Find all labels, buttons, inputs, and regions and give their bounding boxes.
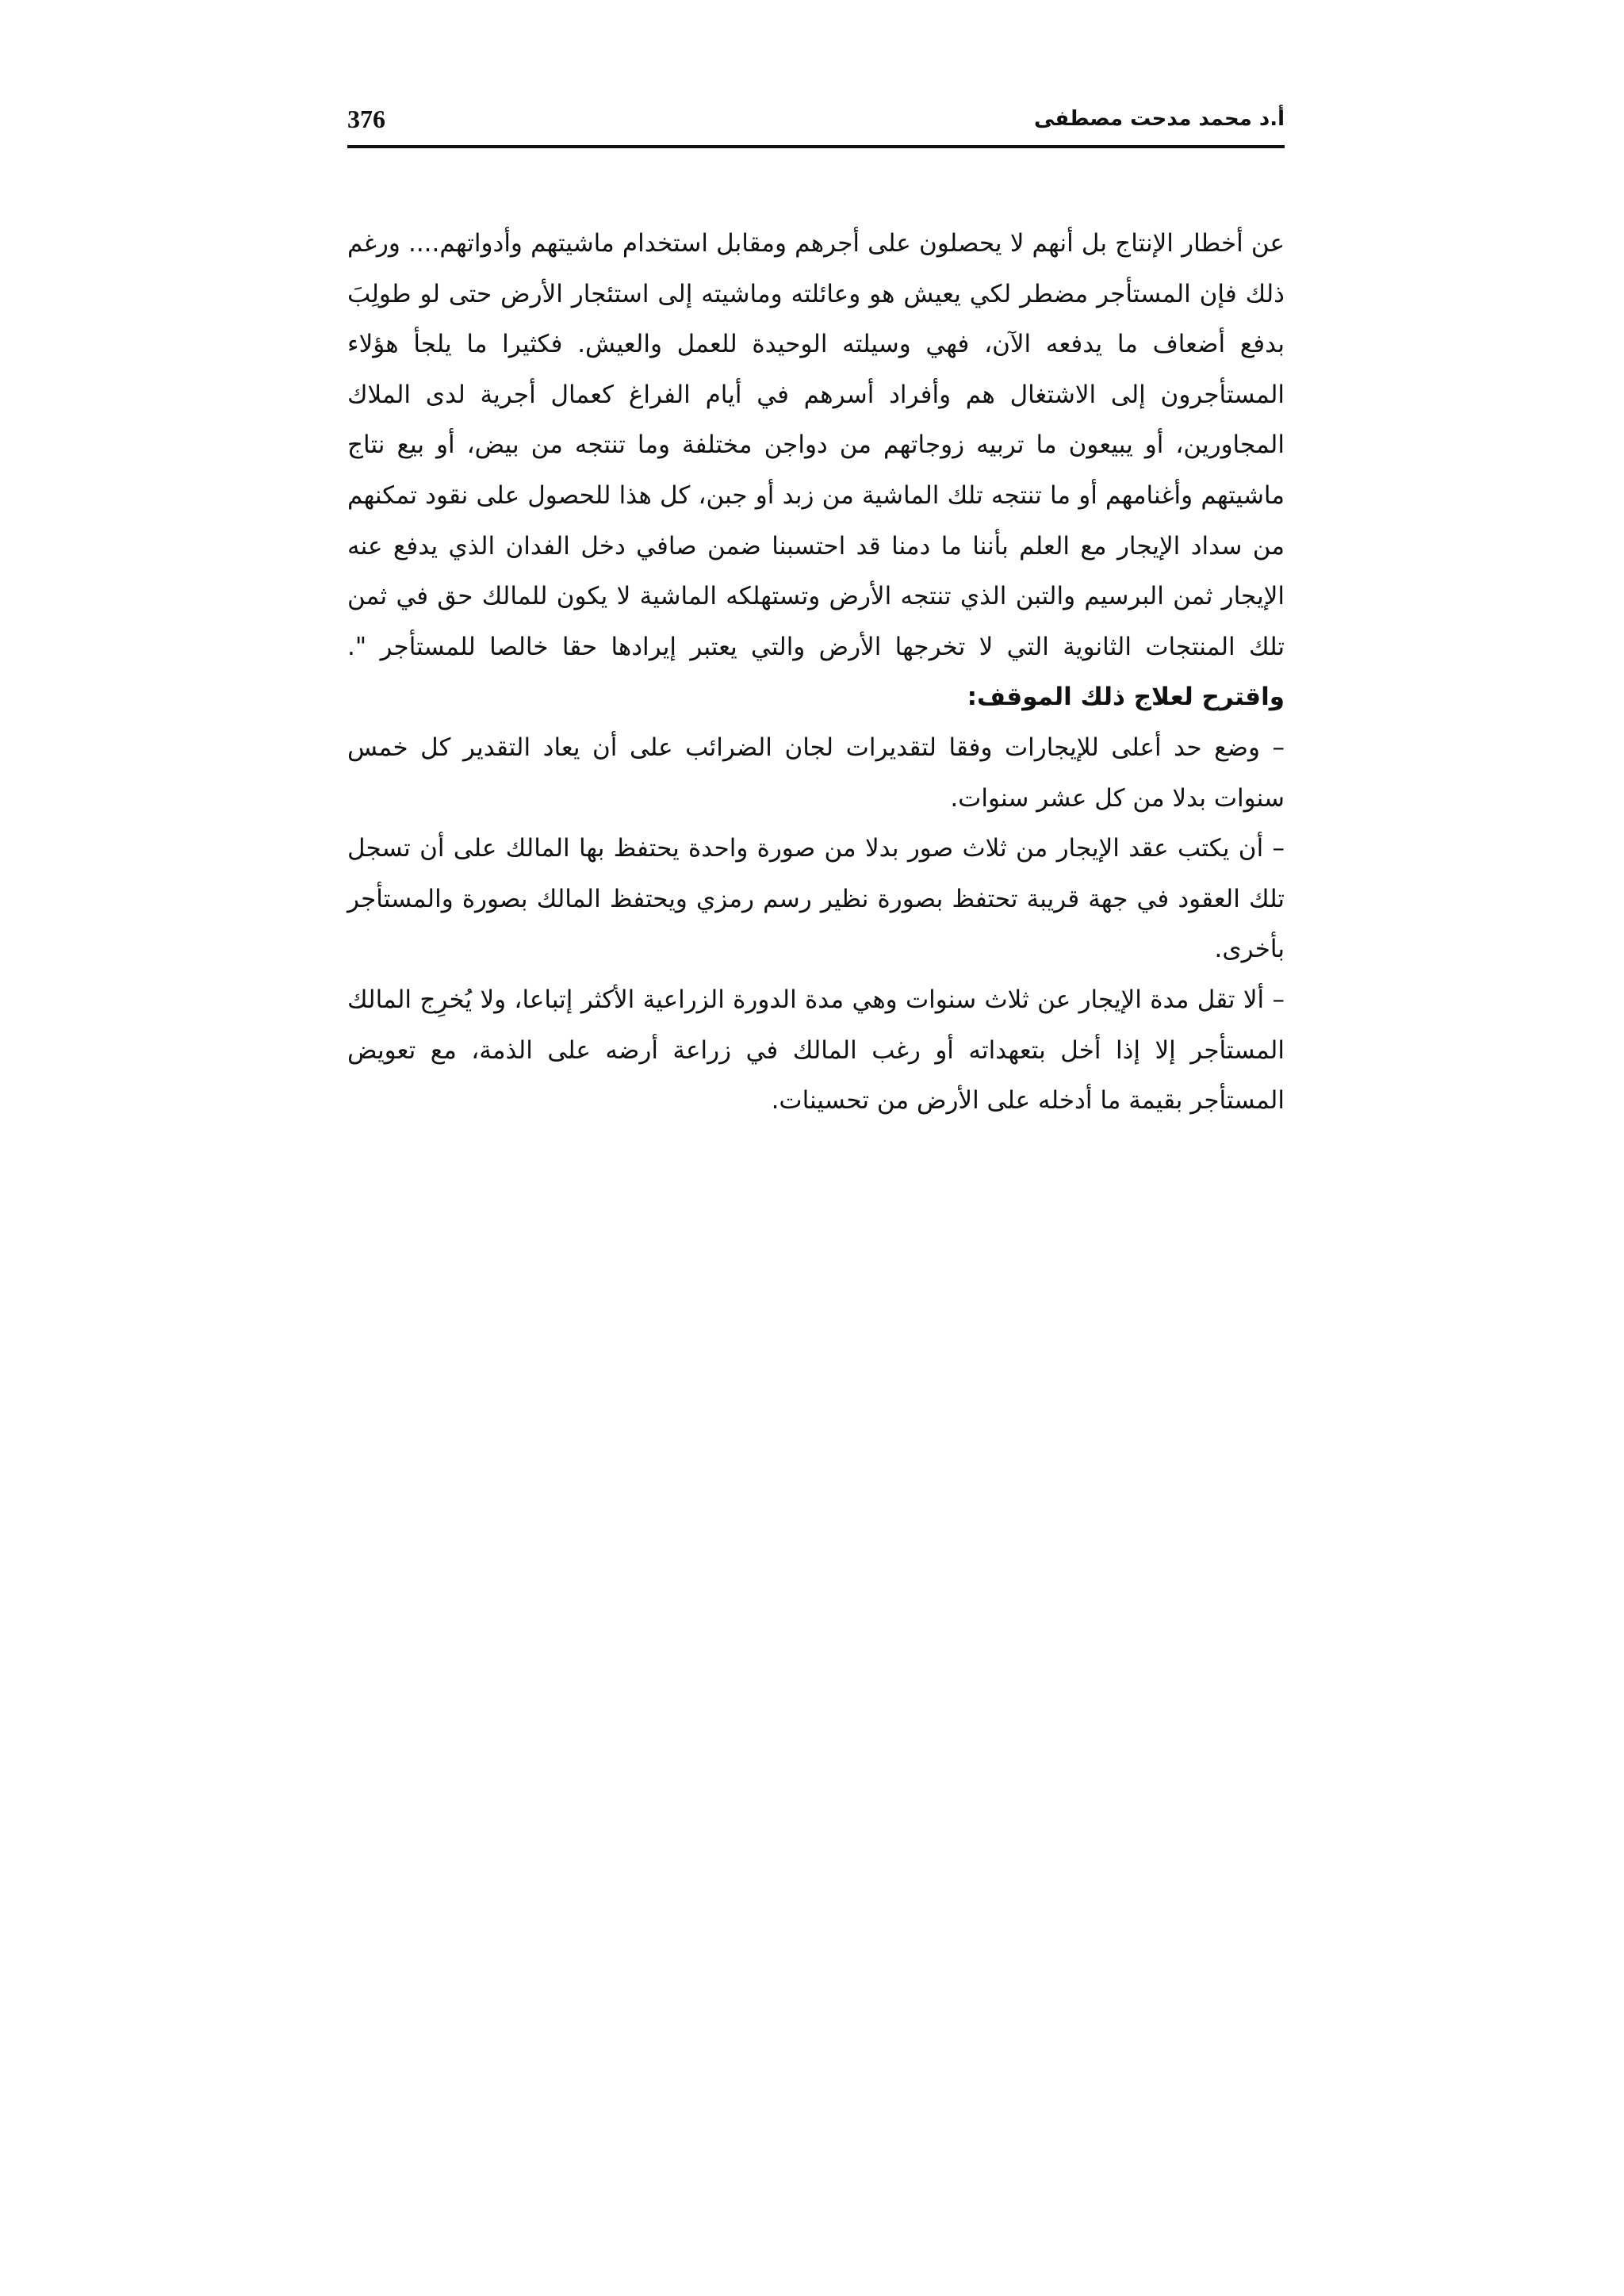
header-rule: [347, 145, 1285, 148]
running-header: [347, 101, 1285, 146]
body-text: [347, 219, 1285, 1127]
paragraph-intro: [347, 219, 1285, 723]
page-number: 376: [347, 105, 385, 133]
list-item-1: – وضع حد أعلى للإيجارات وفقا لتقديرات لجان الضرائب على أن يعاد التقدير كل خمس سنوات بدلا من كل عشر سنوات.: [347, 733, 1285, 813]
paragraph-intro-bold-lead: واقترح لعلاج ذلك الموقف:: [967, 683, 1285, 712]
list-item-3: – ألا تقل مدة الإيجار عن ثلاث سنوات وهي مدة الدورة الزراعية الأكثر إتباعا، ولا يُخرِج المالك المستأجر إلا إذا أخل بتعهداته أو رغب المالك في زراعة أرضه على الذمة، مع تعويض المستأجر بقيمة ما أدخله على الأرض من تحسينات.: [347, 985, 1285, 1115]
header-author: أ.د محمد مدحت مصطفى: [1033, 107, 1285, 131]
paragraph-intro-text: عن أخطار الإنتاج بل أنهم لا يحصلون على أجرهم ومقابل استخدام ماشيتهم وأدواتهم.... ورغم ذلك فإن المستأجر مضطر لكي يعيش هو وعائلته وماشيته إلى استئجار الأرض حتى لو طولِبَ بدفع أضعاف ما يدفعه الآن، فهي وسيلته الوحيدة للعمل والعيش. فكثيرا ما يلجأ هؤلاء المستأجرون إلى الاشتغال هم وأفراد أسرهم في أيام الفراغ كعمال أجرية لدى الملاك المجاورين، أو يبيعون ما تربيه زوجاتهم من دواجن مختلفة وما تنتجه من بيض، أو بيع نتاج ماشيتهم وأغنامهم أو ما تنتجه تلك الماشية من زبد أو جبن، كل هذا للحصول على نقود تمكنهم من سداد الإيجار مع العلم بأننا ما دمنا قد احتسبنا ضمن صافي دخل الفدان الذي يدفع عنه الإيجار ثمن البرسيم والتبن الذي تنتجه الأرض وتستهلكه الماشية لا يكون للمالك حق في ثمن تلك المنتجات الثانوية التي لا تخرجها الأرض والتي يعتبر إيرادها حقا خالصا للمستأجر ".: [347, 229, 1285, 661]
list-item-2: – أن يكتب عقد الإيجار من ثلاث صور بدلا من صورة واحدة يحتفظ بها المالك على أن تسجل تلك العقود في جهة قريبة تحتفظ بصورة نظير رسم رمزي ويحتفظ المالك بصورة والمستأجر بأخرى.: [347, 834, 1285, 964]
